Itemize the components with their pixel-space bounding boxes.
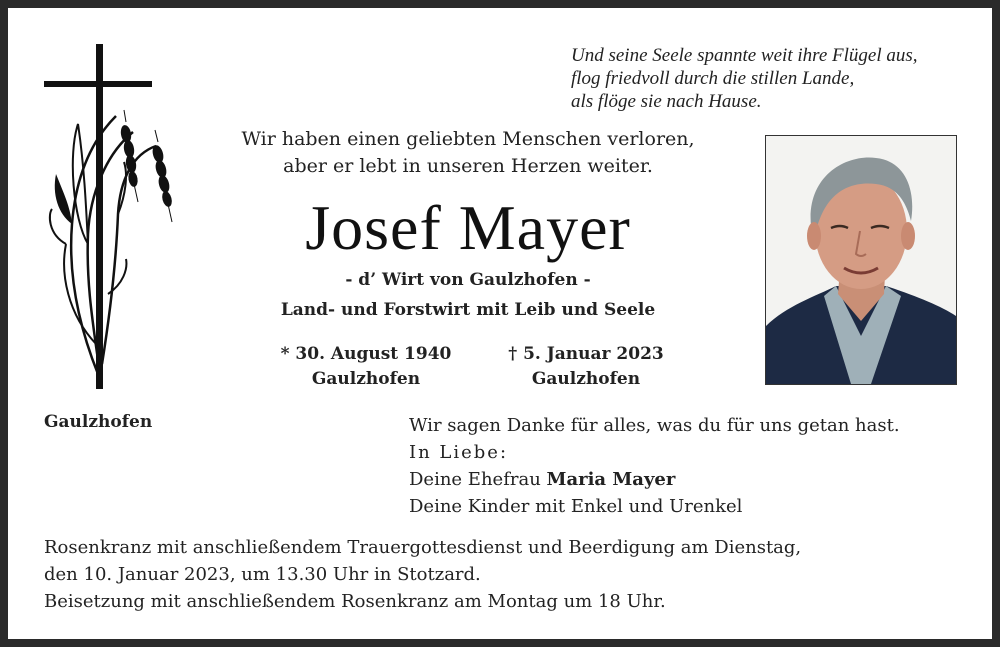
death-date: † 5. Januar 2023 (508, 344, 664, 364)
thanks-line: Wir sagen Danke für alles, was du für uns getan hast. (409, 415, 900, 436)
wife-prefix: Deine Ehefrau (409, 469, 547, 490)
poem-line: flog friedvoll durch die stillen Lande, (571, 68, 855, 89)
deceased-description (168, 265, 768, 325)
poem-line: Und seine Seele spannte weit ihre Flügel aus, (571, 45, 918, 66)
poem-line: als flöge sie nach Hause. (571, 91, 762, 112)
service-info (44, 534, 984, 615)
birth-info (251, 342, 481, 392)
intro-line: aber er lebt in unseren Herzen weiter. (283, 155, 653, 177)
deceased-name: Josef Mayer (305, 192, 631, 263)
birth-place: Gaulzhofen (311, 369, 421, 389)
cross-with-wheat-icon (38, 44, 178, 389)
intro-text (168, 126, 768, 180)
thanks-block (409, 412, 979, 520)
occupation: Land- und Forstwirt mit Leib und Seele (280, 300, 656, 320)
birth-date: * 30. August 1940 (280, 344, 452, 364)
in-love-line: In Liebe: (409, 442, 509, 463)
children-line: Deine Kinder mit Enkel und Urenkel (409, 496, 743, 517)
service-line: Rosenkranz mit anschließendem Trauergottesdienst und Beerdigung am Dienstag, (44, 537, 802, 558)
service-line: den 10. Januar 2023, um 13.30 Uhr in Stotzard. (44, 564, 481, 585)
intro-line: Wir haben einen geliebten Menschen verloren, (241, 128, 695, 150)
wife-name: Maria Mayer (546, 469, 676, 490)
obituary-card (8, 8, 992, 639)
poem (571, 44, 991, 113)
nickname: - d’ Wirt von Gaulzhofen - (345, 270, 591, 290)
wife-line (409, 466, 979, 493)
place-label: Gaulzhofen (44, 412, 153, 432)
service-line: Beisetzung mit anschließendem Rosenkranz am Montag um 18 Uhr. (44, 591, 666, 612)
portrait-photo (765, 135, 957, 385)
death-info (471, 342, 701, 392)
death-place: Gaulzhofen (531, 369, 641, 389)
